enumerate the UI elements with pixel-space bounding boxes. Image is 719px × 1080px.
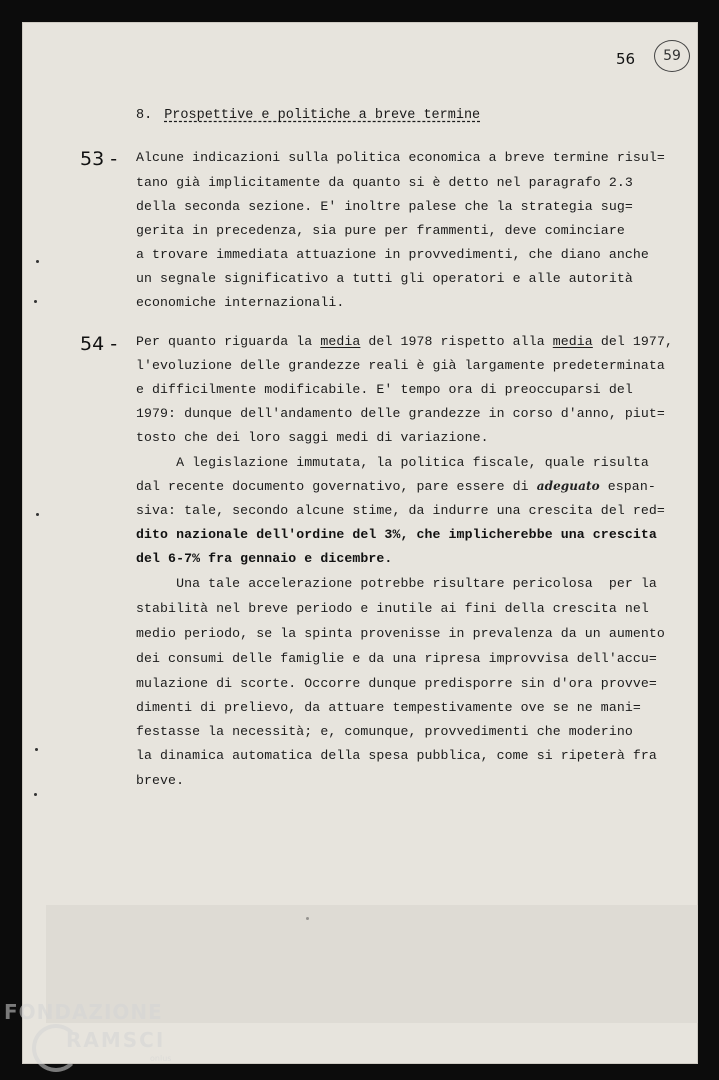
text-line: Alcune indicazioni sulla politica economica a breve termine risul= — [136, 150, 665, 165]
text-line: dal recente documento governativo, pare essere di adeguato espan- — [136, 479, 656, 494]
section-title: Prospettive e politiche a breve termine — [164, 108, 481, 123]
text-line: Una tale accelerazione potrebbe risultare pericolosa per la — [136, 576, 657, 591]
text-line: mulazione di scorte. Occorre dunque predisporre sin d'ora provve= — [136, 676, 657, 691]
text-line: siva: tale, secondo alcune stime, da indurre una crescita del red= — [136, 503, 665, 518]
handwritten-correction: adeguato — [536, 479, 600, 493]
binder-mark — [34, 793, 37, 796]
text-line: festasse la necessità; e, comunque, provvedimenti che moderino — [136, 724, 633, 739]
text-line: l'evoluzione delle grandezze reali è già largamente predeterminata — [136, 358, 665, 373]
text-line: A legislazione immutata, la politica fiscale, quale risulta — [136, 455, 649, 470]
text-line: Per quanto riguarda la media del 1978 rispetto alla media del 1977, — [136, 334, 673, 349]
binder-mark — [34, 300, 37, 303]
paragraph-number-54: 54 - — [80, 333, 118, 355]
text-line: un segnale significativo a tutti gli operatori e alle autorità — [136, 271, 633, 286]
watermark-line3: onlus — [150, 1054, 172, 1063]
watermark-line2: RAMSCI — [66, 1028, 166, 1052]
text-line: economiche internazionali. — [136, 295, 345, 310]
text-line: stabilità nel breve periodo e inutile ai fini della crescita nel — [136, 601, 649, 616]
text-line: la dinamica automatica della spesa pubblica, come si ripeterà fra — [136, 748, 657, 763]
binder-mark — [36, 260, 39, 263]
page-number-circled: 59 — [654, 40, 690, 72]
text-line: del 6-7% fra gennaio e dicembre. — [136, 551, 393, 566]
text-line: breve. — [136, 773, 185, 788]
section-heading — [136, 108, 480, 123]
paragraph-number-53: 53 - — [80, 148, 118, 170]
text-line: 1979: dunque dell'andamento delle grandezze in corso d'anno, piut= — [136, 406, 665, 421]
text-line: dito nazionale dell'ordine del 3%, che implicherebbe una crescita — [136, 527, 657, 542]
section-number: 8. — [136, 108, 153, 123]
text-line: tosto che dei loro saggi medi di variazione. — [136, 430, 489, 445]
text-line: dei consumi delle famiglie e da una ripresa improvvisa dell'accu= — [136, 651, 657, 666]
text-line: della seconda sezione. E' inoltre palese che la strategia sug= — [136, 199, 633, 214]
text-line: tano già implicitamente da quanto si è detto nel paragrafo 2.3 — [136, 175, 633, 190]
binder-mark — [36, 513, 39, 516]
watermark-line1: FONDAZIONE — [4, 1000, 163, 1024]
text-line: gerita in precedenza, sia pure per frammenti, deve cominciare — [136, 223, 625, 238]
binder-mark — [35, 748, 38, 751]
text-line: medio periodo, se la spinta provenisse in prevalenza da un aumento — [136, 626, 665, 641]
text-line: a trovare immediata attuazione in provvedimenti, che diano anche — [136, 247, 649, 262]
text-line: e difficilmente modificabile. E' tempo ora di preoccuparsi del — [136, 382, 633, 397]
text-line: dimenti di prelievo, da attuare tempestivamente ove se ne mani= — [136, 700, 641, 715]
page-number: 56 — [616, 50, 636, 68]
